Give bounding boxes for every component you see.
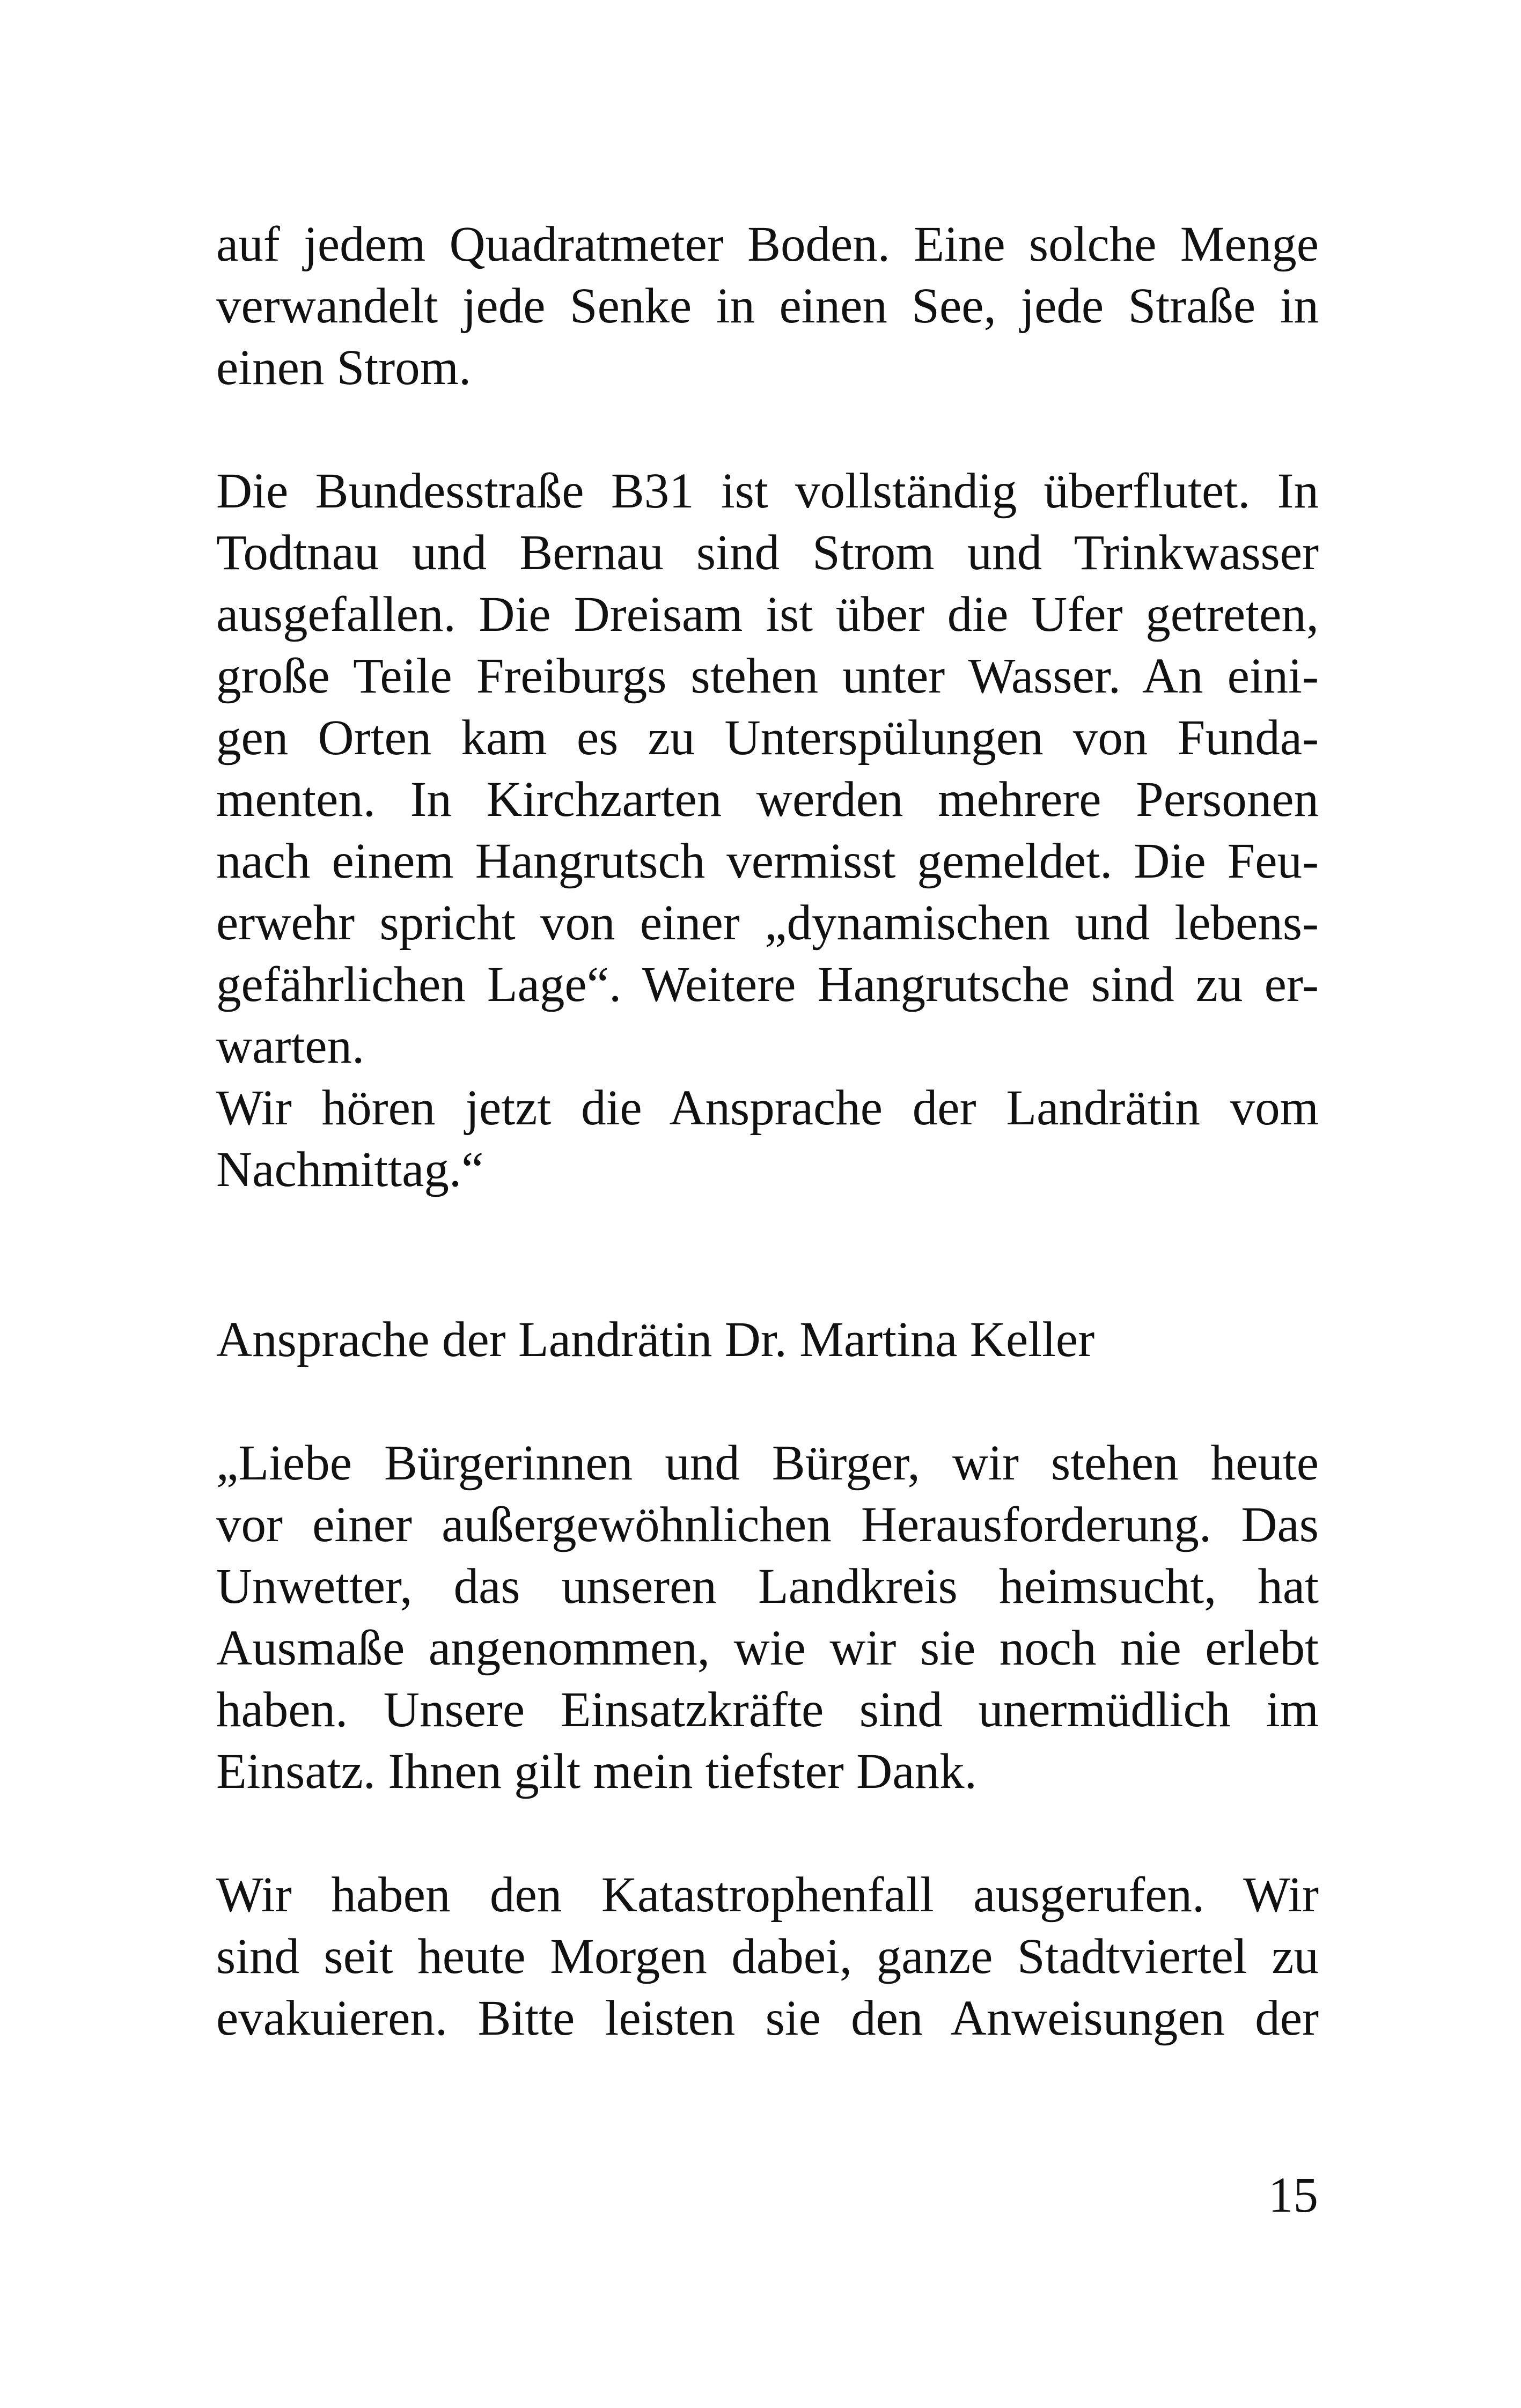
paragraph-evacuation [216, 1864, 1319, 2049]
text-line: große Teile Freiburgs stehen unter Wasser. An eini- [216, 649, 1319, 704]
text-line: Einsatz. Ihnen gilt mein tiefster Dank. [216, 1744, 977, 1799]
text-line: menten. In Kirchzarten werden mehrere Personen [216, 772, 1319, 827]
text-line: gefährlichen Lage“. Weitere Hangrutsche sind zu er- [216, 957, 1319, 1012]
text-line: „Liebe Bürgerinnen und Bürger, wir stehen heute [216, 1435, 1319, 1491]
text-line: Die Bundesstraße B31 ist vollständig überflutet. In [216, 463, 1319, 519]
page-number: 15 [1268, 2168, 1318, 2223]
text-line: evakuieren. Bitte leisten sie den Anweisungen der [216, 1991, 1319, 2046]
text-line: Wir haben den Katastrophenfall ausgerufen. Wir [216, 1867, 1319, 1923]
paragraph-rain-amount [216, 213, 1319, 399]
heading-text: Ansprache der Landrätin Dr. Martina Keller [216, 1312, 1095, 1367]
text-line: Nachmittag.“ [216, 1142, 484, 1197]
text-line: Unwetter, das unseren Landkreis heimsucht, hat [216, 1559, 1319, 1614]
text-line: verwandelt jede Senke in einen See, jede Straße in [216, 278, 1319, 334]
text-line: erwehr spricht von einer „dynamischen und lebens- [216, 895, 1319, 951]
text-line: Todtnau und Bernau sind Strom und Trinkwasser [216, 525, 1319, 580]
speech-heading [216, 1309, 1319, 1371]
text-line: einen Strom. [216, 340, 472, 395]
text-line: ausgefallen. Die Dreisam ist über die Ufer getreten, [216, 587, 1319, 642]
text-line: warten. [216, 1019, 365, 1074]
text-line: vor einer außergewöhnlichen Herausforderung. Das [216, 1497, 1319, 1552]
text-line: auf jedem Quadratmeter Boden. Eine solche Menge [216, 217, 1319, 272]
text-line: Ausmaße angenommen, wie wir sie noch nie erlebt [216, 1621, 1319, 1676]
paragraph-flood-report [216, 460, 1319, 1201]
text-line: haben. Unsere Einsatzkräfte sind unermüdlich im [216, 1682, 1319, 1737]
text-line: nach einem Hangrutsch vermisst gemeldet. Die Feu- [216, 834, 1319, 889]
paragraph-speech-intro [216, 1432, 1319, 1802]
text-line: Wir hören jetzt die Ansprache der Landrätin vom [216, 1080, 1319, 1136]
text-line: sind seit heute Morgen dabei, ganze Stadtviertel zu [216, 1929, 1319, 1984]
text-line: gen Orten kam es zu Unterspülungen von Funda- [216, 710, 1319, 765]
